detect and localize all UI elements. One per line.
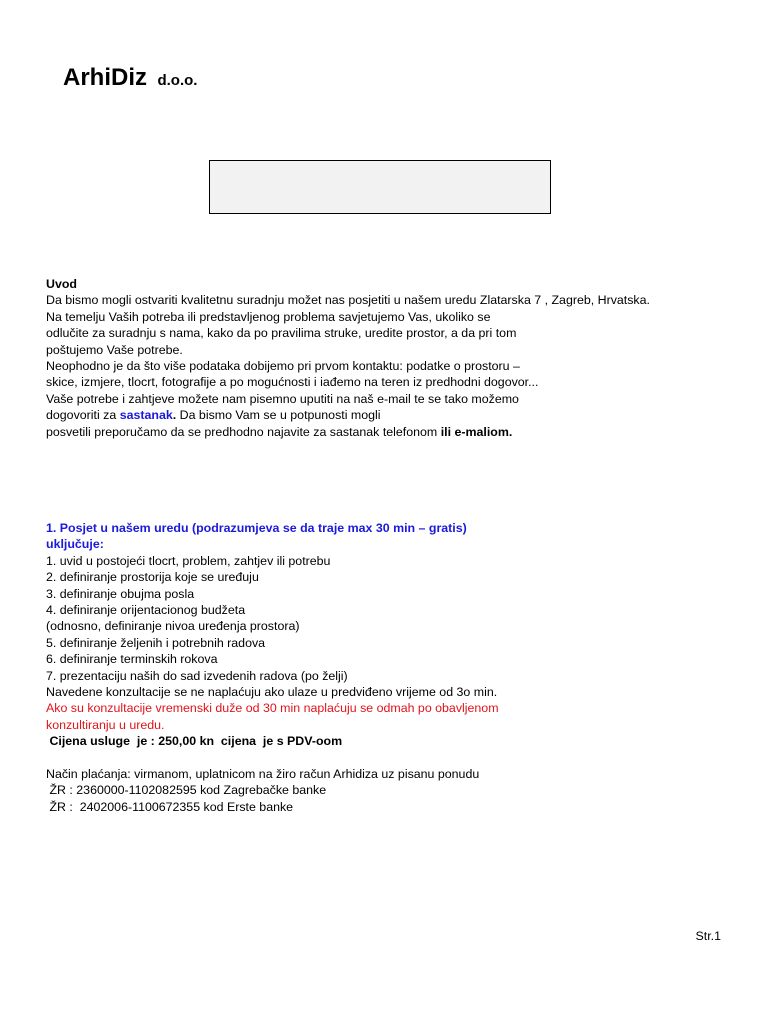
company-logo <box>63 64 197 92</box>
spacer <box>46 749 499 765</box>
intro-text: posvetili preporučamo da se predhodno najavite za sastanak telefonom <box>46 424 441 439</box>
bank-account: ŽR : 2402006-1100672355 kod Erste banke <box>46 799 294 814</box>
company-name: ArhiDiz <box>63 64 147 91</box>
title-box <box>209 160 551 214</box>
list-item: 2. definiranje prostorija koje se uređuju <box>46 570 259 585</box>
warning-line: konzultiranju u uredu. <box>46 717 165 732</box>
intro-line-contact <box>46 424 650 440</box>
intro-section <box>46 276 650 440</box>
intro-line: Na temelju Vaših potreba ili predstavljenog problema savjetujemo Vas, ukoliko se <box>46 309 491 324</box>
meeting-link[interactable]: sastanak <box>119 408 173 423</box>
list-item: 5. definiranje željenih i potrebnih radova <box>46 635 266 650</box>
list-item: 1. uvid u postojeći tlocrt, problem, zahtjev ili potrebu <box>46 553 331 568</box>
intro-line-meeting <box>46 407 650 423</box>
list-item: 6. definiranje terminskih rokova <box>46 652 218 667</box>
list-item: (odnosno, definiranje nivoa uređenja prostora) <box>46 619 300 634</box>
page-number: Str.1 <box>695 929 721 943</box>
intro-line: odlučite za suradnju s nama, kako da po pravilima struke, uredite prostor, a da pri tom <box>46 326 517 341</box>
includes-label: uključuje: <box>46 537 104 552</box>
bank-account: ŽR : 2360000-1102082595 kod Zagrebačke banke <box>46 783 327 798</box>
free-note: Navedene konzultacije se ne naplaćuju ako ulaze u predviđeno vrijeme od 3o min. <box>46 684 498 699</box>
intro-line: poštujemo Vaše potrebe. <box>46 342 183 357</box>
section-office-visit <box>46 520 499 815</box>
company-suffix: d.o.o. <box>157 72 198 89</box>
intro-dot: . <box>172 408 177 423</box>
warning-line: Ako su konzultacije vremenski duže od 30 min naplaćuju se odmah po obavljenom <box>46 701 499 716</box>
section-title: 1. Posjet u našem uredu (podrazumjeva se da traje max 30 min – gratis) <box>46 521 467 535</box>
intro-line: Da bismo mogli ostvariti kvalitetnu suradnju možet nas posjetiti u našem uredu Zlatarska 7 , Zagreb, Hrvatska. <box>46 293 650 308</box>
payment-method: Način plaćanja: virmanom, uplatnicom na žiro račun Arhidiza uz pisanu ponudu <box>46 766 480 781</box>
price-line: Cijena usluge je : 250,00 kn cijena je s PDV-oom <box>46 734 343 749</box>
intro-text: dogovoriti za <box>46 408 120 423</box>
intro-line: skice, izmjere, tlocrt, fotografije a po mogućnosti i iađemo na teren iz predhodni dogovor... <box>46 375 539 390</box>
email-emphasis: ili e-maliom. <box>440 424 513 439</box>
intro-heading: Uvod <box>46 277 77 291</box>
list-item: 4. definiranje orijentacionog budžeta <box>46 602 246 617</box>
intro-text: Da bismo Vam se u potpunosti mogli <box>176 408 381 423</box>
list-item: 3. definiranje obujma posla <box>46 586 195 601</box>
intro-line: Neophodno je da što više podataka dobijemo pri prvom kontaktu: podatke o prostoru – <box>46 358 520 373</box>
list-item: 7. prezentaciju naših do sad izvedenih radova (po želji) <box>46 668 348 683</box>
intro-line: Vaše potrebe i zahtjeve možete nam pisemno uputiti na naš e-mail te se tako možemo <box>46 391 519 406</box>
